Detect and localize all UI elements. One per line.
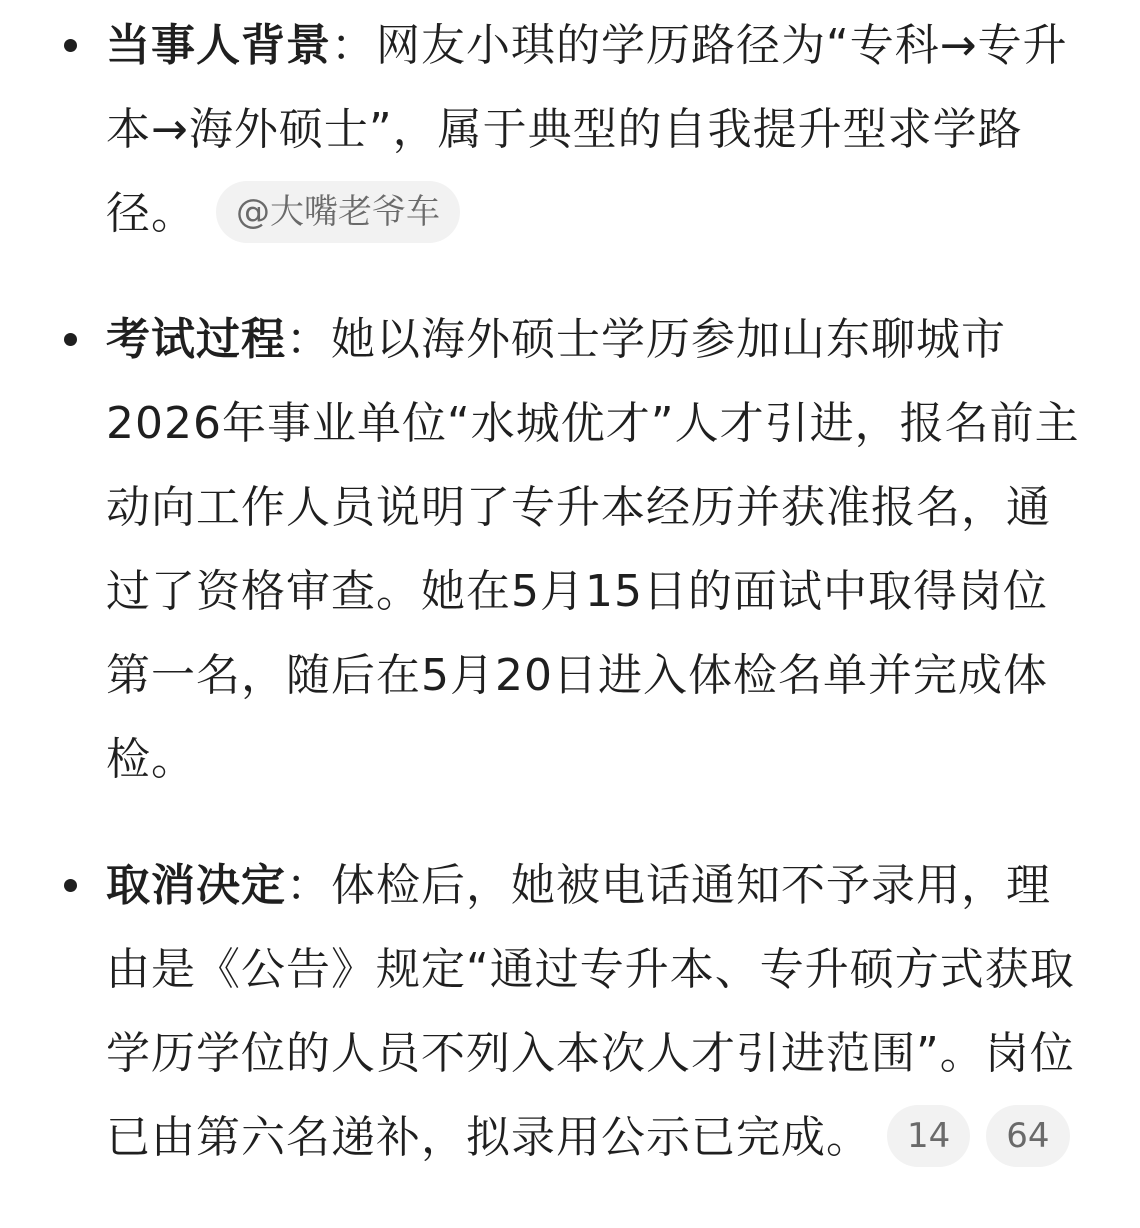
item-label: 考试过程 (106, 314, 286, 365)
item-text: 网友小琪的学历路径为“专科→专升本→海外硕士”，属于典型的自我提升型求学路径。 (106, 20, 1068, 239)
list-item-background (0, 4, 1140, 256)
list-item-cancellation (0, 844, 1140, 1180)
bullet-icon (64, 39, 77, 52)
label-colon: ： (286, 314, 331, 365)
item-text: 她以海外硕士学历参加山东聊城市2026年事业单位“水城优才”人才引进，报名前主动向工作人员说明了专升本经历并获准报名，通过了资格审查。她在5月15日的面试中取得岗位第一名，随后在5月20日进入体检名单并完成体检。 (106, 314, 1080, 785)
mention-chip[interactable]: @大嘴老爷车 (216, 181, 460, 243)
summary-list (0, 4, 1140, 1180)
list-item-exam-process (0, 298, 1140, 802)
reference-badge[interactable]: 64 (986, 1105, 1069, 1167)
item-label: 当事人背景 (106, 20, 331, 71)
item-text: 体检后，她被电话通知不予录用，理由是《公告》规定“通过专升本、专升硕方式获取学历学位的人员不列入本次人才引进范围”。岗位已由第六名递补，拟录用公示已完成。 (106, 860, 1075, 1163)
bullet-icon (64, 333, 77, 346)
reference-badge[interactable]: 14 (887, 1105, 970, 1167)
bullet-icon (64, 879, 77, 892)
label-colon: ： (331, 20, 376, 71)
label-colon: ： (286, 860, 331, 911)
item-label: 取消决定 (106, 860, 286, 911)
